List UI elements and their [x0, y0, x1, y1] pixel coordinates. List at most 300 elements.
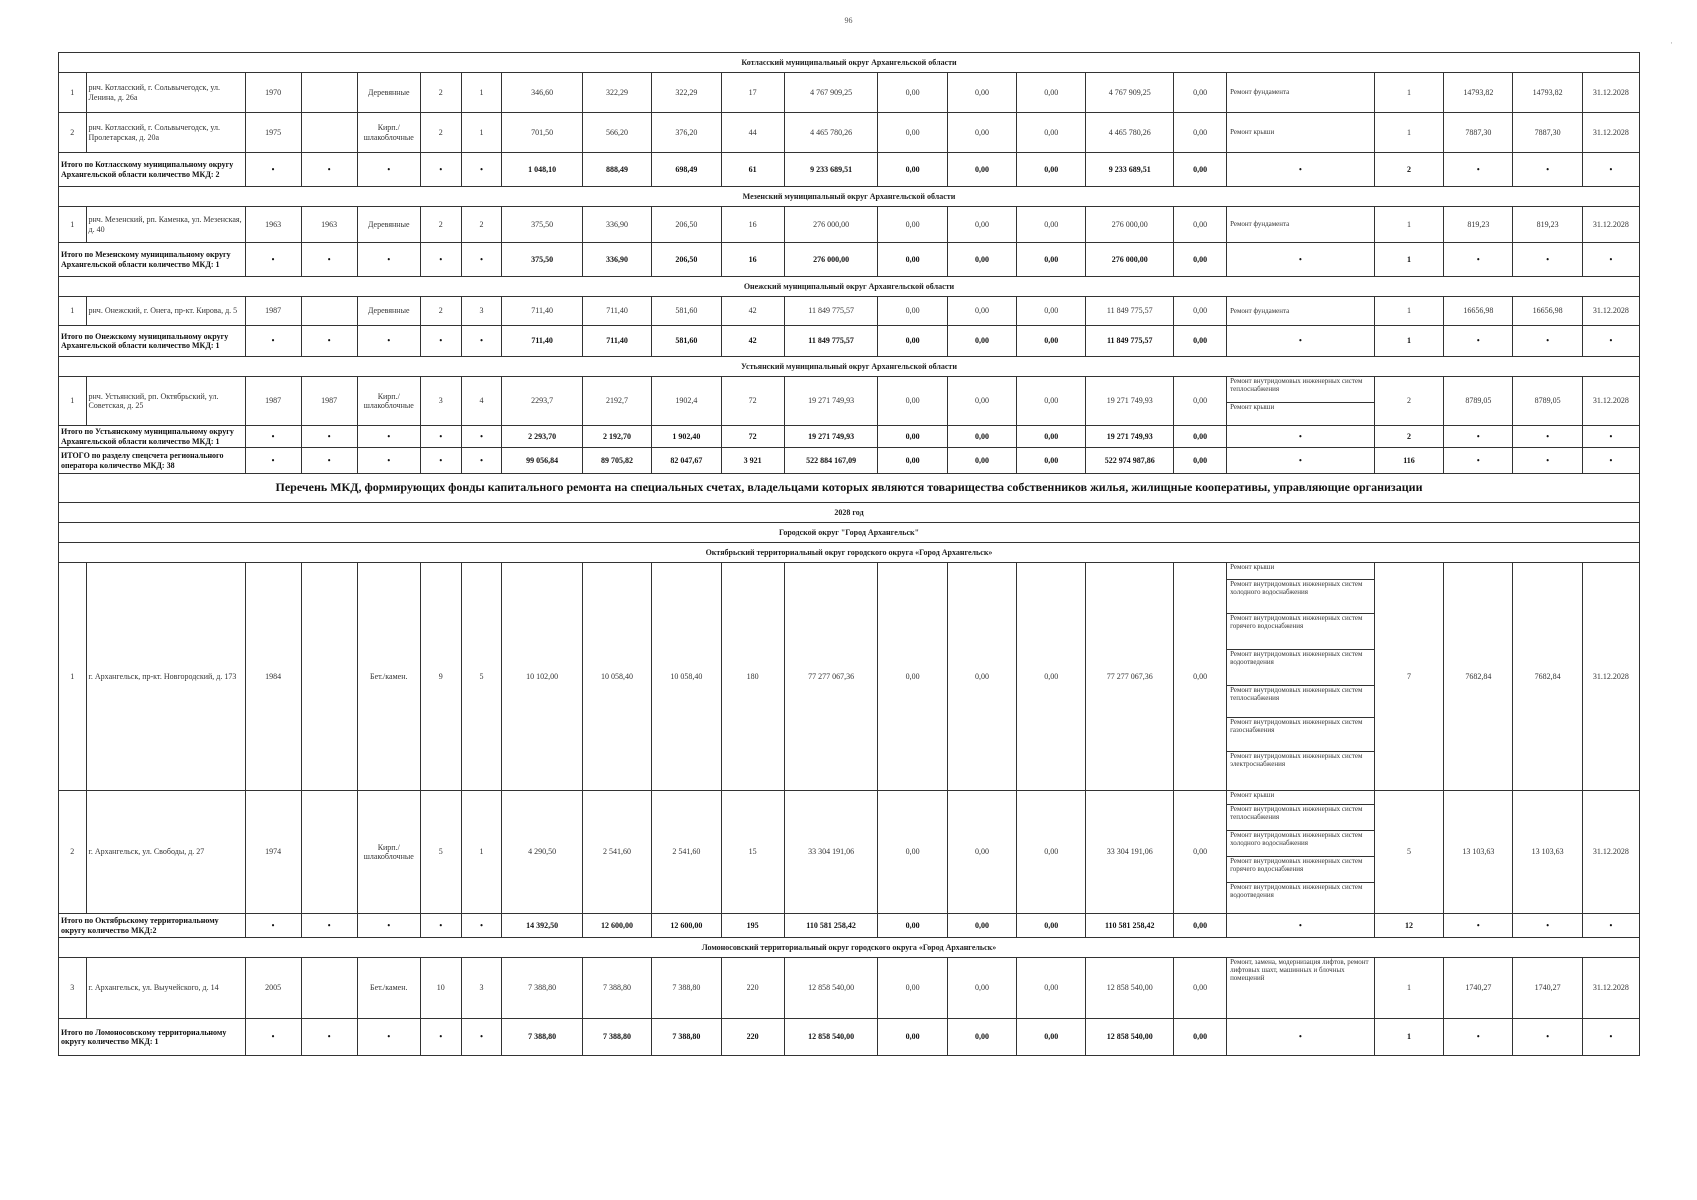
cell-year1: 2005: [245, 958, 301, 1019]
margin-mark: ·: [1670, 38, 1673, 48]
cell-a3: 2 541,60: [652, 791, 721, 914]
cell-works: [1227, 207, 1375, 243]
placeholder-dot: •: [461, 243, 502, 277]
section-header-oktyabr: [59, 543, 1640, 563]
section-header-onega-cell: Онежский муниципальный округ Архангельской области: [59, 277, 1640, 297]
cell-f3: 0,00: [1017, 297, 1086, 326]
cell-works: [1227, 791, 1375, 914]
cell-floors: 10: [420, 958, 461, 1019]
cell-wall: Деревянные: [357, 207, 420, 243]
cell-year2: [301, 73, 357, 113]
placeholder-dot: •: [1444, 1019, 1513, 1056]
work-item: Ремонт крыши: [1227, 563, 1374, 580]
total-f5: 0,00: [1174, 914, 1227, 938]
table-row: [59, 113, 1640, 153]
section-header-mezen: [59, 187, 1640, 207]
cell-date: 31.12.2028: [1582, 113, 1639, 153]
placeholder-dot: •: [301, 326, 357, 357]
cell-a3: 1902,4: [652, 377, 721, 426]
cell-a3: 581,60: [652, 297, 721, 326]
work-item: Ремонт внутридомовых инженерных систем холодного водоснабжения: [1227, 831, 1374, 857]
work-item: Ремонт внутридомовых инженерных систем теплоснабжения: [1227, 805, 1374, 831]
section-header-kotlas: [59, 53, 1640, 73]
placeholder-dot: •: [461, 448, 502, 474]
placeholder-dot: •: [245, 153, 301, 187]
cell-people: 16: [721, 207, 784, 243]
cell-n: 1: [59, 73, 87, 113]
cell-a2: 711,40: [582, 297, 651, 326]
cell-f3: 0,00: [1017, 563, 1086, 791]
placeholder-dot: •: [1582, 426, 1639, 448]
cell-f1: 0,00: [878, 791, 947, 914]
cell-f5: 0,00: [1174, 297, 1227, 326]
placeholder-dot: •: [245, 243, 301, 277]
table-row: [59, 297, 1640, 326]
total-f2: 0,00: [947, 153, 1016, 187]
cell-f4: 4 767 909,25: [1086, 73, 1174, 113]
total-cost: 19 271 749,93: [784, 426, 878, 448]
cell-f4: 77 277 067,36: [1086, 563, 1174, 791]
total-count: 2: [1374, 426, 1443, 448]
placeholder-dot: •: [301, 153, 357, 187]
cell-date: 31.12.2028: [1582, 297, 1639, 326]
cell-f3: 0,00: [1017, 207, 1086, 243]
cell-wall: Кирп./шлакоблочные: [357, 113, 420, 153]
total-f4: 12 858 540,00: [1086, 1019, 1174, 1056]
total-a3: 12 600,00: [652, 914, 721, 938]
placeholder-dot: •: [1582, 243, 1639, 277]
cell-f3: 0,00: [1017, 958, 1086, 1019]
total-f2: 0,00: [947, 914, 1016, 938]
total-f2: 0,00: [947, 426, 1016, 448]
total-a2: 888,49: [582, 153, 651, 187]
cell-p1: 13 103,63: [1444, 791, 1513, 914]
cell-f4: 276 000,00: [1086, 207, 1174, 243]
cell-address: рнч. Котласский, г. Сольвычегодск, ул. Пролетарская, д. 20а: [86, 113, 245, 153]
total-people: 72: [721, 426, 784, 448]
work-item: Ремонт внутридомовых инженерных систем газоснабжения: [1227, 718, 1374, 752]
cell-a2: 2192,7: [582, 377, 651, 426]
total-f5: 0,00: [1174, 326, 1227, 357]
placeholder-dot: •: [1444, 426, 1513, 448]
cell-works: [1227, 73, 1375, 113]
total-a1: 375,50: [502, 243, 583, 277]
cell-f5: 0,00: [1174, 958, 1227, 1019]
total-cost: 9 233 689,51: [784, 153, 878, 187]
placeholder-dot: •: [357, 1019, 420, 1056]
work-item: Ремонт внутридомовых инженерных систем теплоснабжения: [1227, 686, 1374, 718]
total-a3: 82 047,67: [652, 448, 721, 474]
total-a2: 12 600,00: [582, 914, 651, 938]
cell-f4: 33 304 191,06: [1086, 791, 1174, 914]
total-f1: 0,00: [878, 448, 947, 474]
cell-a2: 566,20: [582, 113, 651, 153]
cell-year2: 1963: [301, 207, 357, 243]
total-f3: 0,00: [1017, 153, 1086, 187]
cell-count: 1: [1374, 958, 1443, 1019]
total-a2: 7 388,80: [582, 1019, 651, 1056]
work-item: Ремонт, замена, модернизация лифтов, ремонт лифтовых шахт, машинных и блочных помещений: [1230, 958, 1369, 982]
section-header-lomonosov-cell: Ломоносовский территориальный округ городского округа «Город Архангельск»: [59, 938, 1640, 958]
cell-people: 15: [721, 791, 784, 914]
placeholder-dot: •: [420, 914, 461, 938]
total-row: [59, 914, 1640, 938]
placeholder-dot: •: [1582, 153, 1639, 187]
cell-count: 1: [1374, 207, 1443, 243]
cell-p2: 7887,30: [1513, 113, 1582, 153]
cell-wall: Кирп./шлакоблочные: [357, 377, 420, 426]
section-header-ustya-cell: Устьянский муниципальный округ Архангельской области: [59, 357, 1640, 377]
total-cost: 12 858 540,00: [784, 1019, 878, 1056]
work-item: Ремонт внутридомовых инженерных систем холодного водоснабжения: [1227, 580, 1374, 614]
cell-p2: 8789,05: [1513, 377, 1582, 426]
placeholder-dot: •: [245, 426, 301, 448]
section-header-oktyabr-cell: Октябрьский территориальный округ городского округа «Город Архангельск»: [59, 543, 1640, 563]
cell-floors: 2: [420, 113, 461, 153]
cell-address: рнч. Котласский, г. Сольвычегодск, ул. Ленина, д. 26а: [86, 73, 245, 113]
cell-f5: 0,00: [1174, 73, 1227, 113]
cell-a1: 10 102,00: [502, 563, 583, 791]
table-row: [59, 958, 1640, 1019]
cell-year1: 1963: [245, 207, 301, 243]
cell-f5: 0,00: [1174, 207, 1227, 243]
section-header-lomonosov: [59, 938, 1640, 958]
cell-cost: 276 000,00: [784, 207, 878, 243]
work-item: Ремонт внутридомовых инженерных систем горячего водоснабжения: [1227, 857, 1374, 883]
cell-wall: Бет./камен.: [357, 563, 420, 791]
total-f1: 0,00: [878, 326, 947, 357]
total-f5: 0,00: [1174, 243, 1227, 277]
placeholder-dot: •: [420, 326, 461, 357]
placeholder-dot: •: [1582, 448, 1639, 474]
total-label: Итого по Устьянскому муниципальному округу Архангельской области количество МКД: 1: [59, 426, 246, 448]
cell-a1: 375,50: [502, 207, 583, 243]
total-row: [59, 153, 1640, 187]
total-f1: 0,00: [878, 914, 947, 938]
cell-floors: 2: [420, 297, 461, 326]
cell-n: 1: [59, 297, 87, 326]
total-a3: 1 902,40: [652, 426, 721, 448]
work-item: Ремонт фундамента: [1230, 88, 1290, 96]
total-people: 195: [721, 914, 784, 938]
cell-f2: 0,00: [947, 377, 1016, 426]
year-header: [59, 503, 1640, 523]
total-count: 2: [1374, 153, 1443, 187]
total-a2: 2 192,70: [582, 426, 651, 448]
cell-f1: 0,00: [878, 377, 947, 426]
cell-floors: 9: [420, 563, 461, 791]
cell-a3: 322,29: [652, 73, 721, 113]
placeholder-dot: •: [357, 426, 420, 448]
placeholder-dot: •: [420, 243, 461, 277]
placeholder-dot: •: [420, 448, 461, 474]
total-row: [59, 243, 1640, 277]
total-row: [59, 326, 1640, 357]
cell-year1: 1984: [245, 563, 301, 791]
total-row: [59, 426, 1640, 448]
cell-cost: 33 304 191,06: [784, 791, 878, 914]
placeholder-dot: •: [357, 448, 420, 474]
cell-f5: 0,00: [1174, 563, 1227, 791]
placeholder-dot: •: [1582, 914, 1639, 938]
placeholder-dot: •: [461, 153, 502, 187]
cell-entrances: 4: [461, 377, 502, 426]
placeholder-dot: •: [420, 1019, 461, 1056]
cell-year1: 1974: [245, 791, 301, 914]
cell-f1: 0,00: [878, 207, 947, 243]
cell-f3: 0,00: [1017, 73, 1086, 113]
placeholder-dot: •: [420, 426, 461, 448]
cell-address: г. Архангельск, ул. Выучейского, д. 14: [86, 958, 245, 1019]
total-row: [59, 448, 1640, 474]
total-label: Итого по Котласскому муниципальному округу Архангельской области количество МКД: 2: [59, 153, 246, 187]
cell-f1: 0,00: [878, 113, 947, 153]
cell-entrances: 3: [461, 297, 502, 326]
cell-floors: 2: [420, 73, 461, 113]
placeholder-dot: •: [357, 153, 420, 187]
cell-f5: 0,00: [1174, 791, 1227, 914]
placeholder-dot: •: [245, 914, 301, 938]
placeholder-dot: •: [301, 426, 357, 448]
work-item: Ремонт внутридомовых инженерных систем водоотведения: [1230, 883, 1363, 899]
placeholder-dot: •: [1582, 326, 1639, 357]
page-number: 96: [844, 16, 853, 25]
cell-cost: 4 465 780,26: [784, 113, 878, 153]
cell-date: 31.12.2028: [1582, 73, 1639, 113]
total-f1: 0,00: [878, 243, 947, 277]
table-row: [59, 563, 1640, 791]
total-f4: 110 581 258,42: [1086, 914, 1174, 938]
cell-p1: 7887,30: [1444, 113, 1513, 153]
total-count: 116: [1374, 448, 1443, 474]
cell-entrances: 3: [461, 958, 502, 1019]
cell-f5: 0,00: [1174, 377, 1227, 426]
placeholder-dot: •: [1227, 1019, 1375, 1056]
placeholder-dot: •: [420, 153, 461, 187]
cell-f4: 4 465 780,26: [1086, 113, 1174, 153]
cell-f4: 11 849 775,57: [1086, 297, 1174, 326]
total-f2: 0,00: [947, 243, 1016, 277]
section-header-onega: [59, 277, 1640, 297]
cell-n: 1: [59, 377, 87, 426]
total-people: 220: [721, 1019, 784, 1056]
cell-address: г. Архангельск, пр-кт. Новгородский, д. 173: [86, 563, 245, 791]
cell-year2: [301, 791, 357, 914]
total-row: [59, 1019, 1640, 1056]
total-label: Итого по Ломоносовскому территориальному округу количество МКД: 1: [59, 1019, 246, 1056]
cell-people: 44: [721, 113, 784, 153]
work-item: Ремонт фундамента: [1230, 220, 1290, 228]
cell-f3: 0,00: [1017, 377, 1086, 426]
cell-people: 42: [721, 297, 784, 326]
total-a1: 7 388,80: [502, 1019, 583, 1056]
cell-entrances: 2: [461, 207, 502, 243]
total-a2: 89 705,82: [582, 448, 651, 474]
cell-date: 31.12.2028: [1582, 958, 1639, 1019]
total-f5: 0,00: [1174, 448, 1227, 474]
cell-a1: 2293,7: [502, 377, 583, 426]
placeholder-dot: •: [1513, 243, 1582, 277]
cell-p2: 819,23: [1513, 207, 1582, 243]
total-cost: 522 884 167,09: [784, 448, 878, 474]
banner-header-cell: Перечень МКД, формирующих фонды капитального ремонта на специальных счетах, владельцами которых являются товарищества собственников жилья, жилищные кооперативы, управляющие организации: [59, 474, 1640, 503]
placeholder-dot: •: [461, 914, 502, 938]
placeholder-dot: •: [245, 326, 301, 357]
placeholder-dot: •: [1227, 426, 1375, 448]
total-a2: 711,40: [582, 326, 651, 357]
cell-cost: 4 767 909,25: [784, 73, 878, 113]
cell-count: 1: [1374, 113, 1443, 153]
total-cost: 110 581 258,42: [784, 914, 878, 938]
cell-f2: 0,00: [947, 563, 1016, 791]
cell-a2: 10 058,40: [582, 563, 651, 791]
cell-p2: 16656,98: [1513, 297, 1582, 326]
total-label: Итого по Октябрьскому территориальному округу количество МКД:2: [59, 914, 246, 938]
cell-wall: Деревянные: [357, 297, 420, 326]
total-people: 3 921: [721, 448, 784, 474]
cell-p1: 14793,82: [1444, 73, 1513, 113]
placeholder-dot: •: [301, 914, 357, 938]
section-header-kotlas-cell: Котласский муниципальный округ Архангельской области: [59, 53, 1640, 73]
cell-f3: 0,00: [1017, 791, 1086, 914]
total-people: 61: [721, 153, 784, 187]
cell-f1: 0,00: [878, 563, 947, 791]
work-item: Ремонт внутридомовых инженерных систем горячего водоснабжения: [1227, 614, 1374, 650]
placeholder-dot: •: [1513, 448, 1582, 474]
total-a3: 7 388,80: [652, 1019, 721, 1056]
total-f2: 0,00: [947, 326, 1016, 357]
cell-year1: 1970: [245, 73, 301, 113]
cell-entrances: 5: [461, 563, 502, 791]
cell-a1: 701,50: [502, 113, 583, 153]
cell-n: 2: [59, 791, 87, 914]
table-row: [59, 377, 1640, 426]
cell-n: 1: [59, 563, 87, 791]
cell-a1: 346,60: [502, 73, 583, 113]
cell-works: [1227, 377, 1375, 426]
cell-year2: [301, 563, 357, 791]
cell-a3: 7 388,80: [652, 958, 721, 1019]
total-f1: 0,00: [878, 153, 947, 187]
placeholder-dot: •: [1444, 448, 1513, 474]
placeholder-dot: •: [461, 326, 502, 357]
work-item: Ремонт крыши: [1230, 403, 1275, 411]
cell-f2: 0,00: [947, 297, 1016, 326]
cell-a2: 2 541,60: [582, 791, 651, 914]
year-header-cell: 2028 год: [59, 503, 1640, 523]
total-f5: 0,00: [1174, 426, 1227, 448]
total-label: Итого по Мезенскому муниципальному округу Архангельской области количество МКД: 1: [59, 243, 246, 277]
cell-a1: 7 388,80: [502, 958, 583, 1019]
cell-f1: 0,00: [878, 73, 947, 113]
total-f1: 0,00: [878, 1019, 947, 1056]
banner-header: [59, 474, 1640, 503]
cell-f1: 0,00: [878, 958, 947, 1019]
cell-wall: Деревянные: [357, 73, 420, 113]
cell-address: рнч. Онежский, г. Онега, пр-кт. Кирова, д. 5: [86, 297, 245, 326]
section-header-mezen-cell: Мезенский муниципальный округ Архангельской области: [59, 187, 1640, 207]
total-people: 16: [721, 243, 784, 277]
cell-f2: 0,00: [947, 958, 1016, 1019]
total-count: 12: [1374, 914, 1443, 938]
cell-year2: [301, 297, 357, 326]
city-header-cell: Городской округ "Город Архангельск": [59, 523, 1640, 543]
work-item: Ремонт крыши: [1230, 128, 1275, 136]
cell-n: 2: [59, 113, 87, 153]
total-f5: 0,00: [1174, 1019, 1227, 1056]
total-f2: 0,00: [947, 448, 1016, 474]
cell-n: 3: [59, 958, 87, 1019]
cell-cost: 11 849 775,57: [784, 297, 878, 326]
cell-people: 17: [721, 73, 784, 113]
cell-a3: 376,20: [652, 113, 721, 153]
total-f4: 522 974 987,86: [1086, 448, 1174, 474]
placeholder-dot: •: [245, 1019, 301, 1056]
cell-f2: 0,00: [947, 791, 1016, 914]
cell-works: [1227, 563, 1375, 791]
cell-count: 2: [1374, 377, 1443, 426]
placeholder-dot: •: [1513, 426, 1582, 448]
placeholder-dot: •: [1513, 153, 1582, 187]
cell-p1: 819,23: [1444, 207, 1513, 243]
cell-floors: 2: [420, 207, 461, 243]
cell-entrances: 1: [461, 113, 502, 153]
cell-p1: 1740,27: [1444, 958, 1513, 1019]
cell-works: [1227, 113, 1375, 153]
cell-a1: 4 290,50: [502, 791, 583, 914]
total-a1: 99 056,84: [502, 448, 583, 474]
cell-p1: 7682,84: [1444, 563, 1513, 791]
total-count: 1: [1374, 1019, 1443, 1056]
placeholder-dot: •: [1444, 326, 1513, 357]
placeholder-dot: •: [1444, 243, 1513, 277]
cell-wall: Кирп./шлакоблочные: [357, 791, 420, 914]
cell-count: 5: [1374, 791, 1443, 914]
cell-f5: 0,00: [1174, 113, 1227, 153]
cell-address: рнч. Мезенский, рп. Каменка, ул. Мезенская, д. 40: [86, 207, 245, 243]
total-label: ИТОГО по разделу спецсчета регионального оператора количество МКД: 38: [59, 448, 246, 474]
total-f3: 0,00: [1017, 326, 1086, 357]
total-people: 42: [721, 326, 784, 357]
work-item: Ремонт крыши: [1227, 791, 1374, 805]
total-count: 1: [1374, 326, 1443, 357]
placeholder-dot: •: [1513, 326, 1582, 357]
cell-f4: 19 271 749,93: [1086, 377, 1174, 426]
total-cost: 11 849 775,57: [784, 326, 878, 357]
total-f4: 19 271 749,93: [1086, 426, 1174, 448]
total-f2: 0,00: [947, 1019, 1016, 1056]
cell-f1: 0,00: [878, 297, 947, 326]
placeholder-dot: •: [1227, 448, 1375, 474]
table-body: [59, 53, 1640, 1056]
placeholder-dot: •: [1513, 1019, 1582, 1056]
cell-f2: 0,00: [947, 207, 1016, 243]
total-label: Итого по Онежскому муниципальному округу Архангельской области количество МКД: 1: [59, 326, 246, 357]
cell-f2: 0,00: [947, 73, 1016, 113]
placeholder-dot: •: [301, 448, 357, 474]
cell-address: г. Архангельск, ул. Свободы, д. 27: [86, 791, 245, 914]
placeholder-dot: •: [1227, 153, 1375, 187]
cell-floors: 3: [420, 377, 461, 426]
cell-count: 7: [1374, 563, 1443, 791]
placeholder-dot: •: [1227, 914, 1375, 938]
work-item: Ремонт фундамента: [1230, 307, 1290, 315]
total-f3: 0,00: [1017, 426, 1086, 448]
cell-f2: 0,00: [947, 113, 1016, 153]
placeholder-dot: •: [301, 1019, 357, 1056]
total-a1: 14 392,50: [502, 914, 583, 938]
cell-p1: 16656,98: [1444, 297, 1513, 326]
